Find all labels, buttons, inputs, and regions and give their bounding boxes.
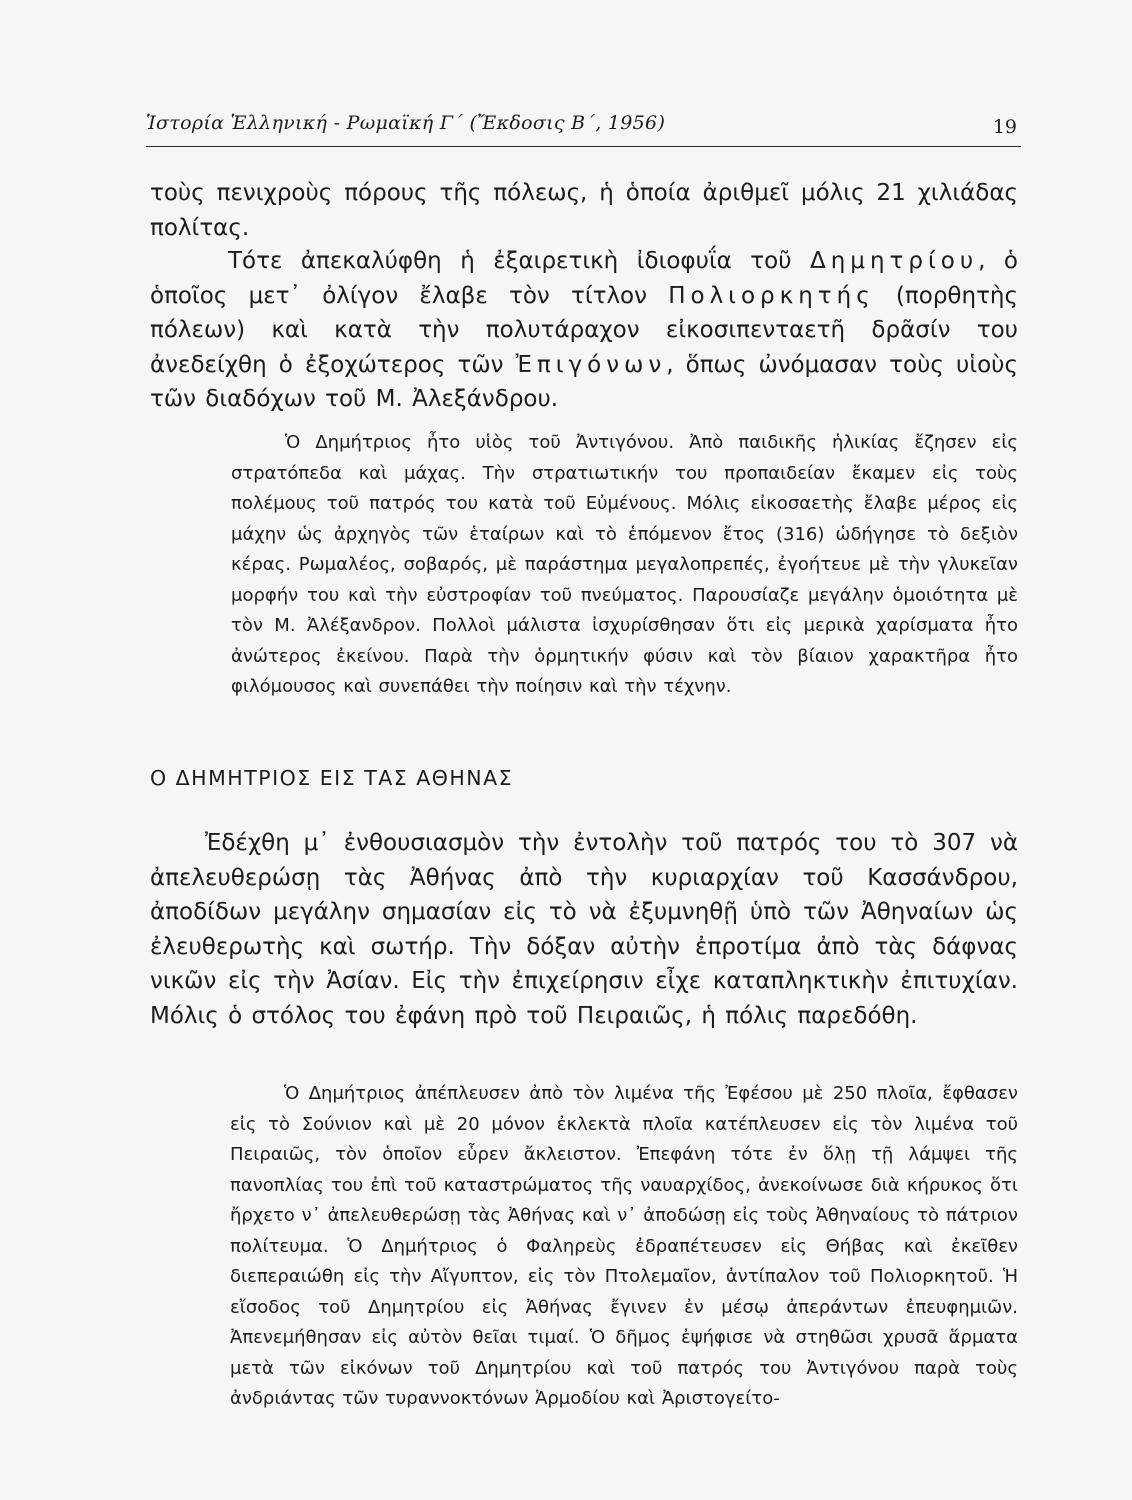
spaced-name-demetrius: Δημητρίου — [810, 248, 979, 274]
spaced-name-epigonoi: Ἐπιγόνων — [515, 351, 667, 378]
paragraph-text-part: Τότε ἀπεκαλύφθη ἡ ἐξαιρετικὴ ἰδιοφυΐα τοῦ — [228, 248, 810, 274]
section-heading: Ο ΔΗΜΗΤΡΙΟΣ ΕΙΣ ΤΑΣ ΑΘΗΝΑΣ — [150, 766, 514, 790]
paragraph-text-part: , ὅπως ὠνόμασαν τοὺς υἱοὺς τῶν διαδόχων τοῦ Μ. Ἀλεξάνδρου. — [150, 351, 1018, 412]
note-paragraph-athens: Ὁ Δημήτριος ἀπέπλευσεν ἀπὸ τὸν λιμένα τῆς Ἐφέσου μὲ 250 πλοῖα, ἔφθασεν εἰς τὸ Σούνιον καὶ μὲ 20 μόνον ἐκλεκτὰ πλοῖα κατέπλευσεν εἰς τὸν λιμένα τοῦ Πειραιῶς, τὸν ὁποῖον εὗρεν ἄκλειστον. Ἐπεφάνη τότε ἐν ὅλῃ τῇ λάμψει τῆς πανοπλίας του ἐπὶ τοῦ καταστρώματος τῆς ναυαρχίδος, ἀνεκοίνωσε διὰ κήρυκος ὅτι ἤρχετο ν᾽ ἀπελευθερώσῃ τὰς Ἀθήνας καὶ ν᾽ ἀποδώσῃ εἰς τοὺς Ἀθηναίους τὸ πάτριον πολίτευμα. Ὁ Δημήτριος ὁ Φαληρεὺς ἐδραπέτευσεν εἰς Θήβας καὶ ἐκεῖθεν διεπεραιώθη εἰς τὴν Αἴγυπτον, εἰς τὸν Πτολεμαῖον, ἀντίπαλον τοῦ Πολιορκητοῦ. Ἡ εἴσοδος τοῦ Δημητρίου εἰς Ἀθήνας ἔγινεν ἐν μέσῳ ἀπεράντων ἐπευφημιῶν. Ἀπενεμήθησαν εἰς αὐτὸν θεῖαι τιμαί. Ὁ δῆμος ἐψήφισε νὰ στηθῶσι χρυσᾶ ἅρματα μετὰ τῶν εἰκόνων τοῦ Δημητρίου καὶ τοῦ πατρός του Ἀντιγόνου παρὰ τοὺς ἀνδριάντας τῶν τυραννοκτόνων Ἁρμοδίου καὶ Ἀριστογείτο- — [230, 1083, 1018, 1409]
paragraph-demetrius-intro — [150, 244, 1018, 417]
note-paragraph-demetrius: Ὁ Δημήτριος ἦτο υἱὸς τοῦ Ἀντιγόνου. Ἀπὸ παιδικῆς ἡλικίας ἔζησεν εἰς στρατόπεδα καὶ μάχας. Τὴν στρατιωτικήν του προπαιδείαν ἔκαμεν εἰς τοὺς πολέμους τοῦ πατρός του κατὰ τοῦ Εὐμένους. Μόλις εἰκοσαετὴς ἔλαβε μέρος εἰς μάχην ὡς ἀρχηγὸς τῶν ἑταίρων καὶ τὸ ἑπόμενον ἔτος (316) ὡδήγησε τὸ δεξιὸν κέρας. Ρωμαλέος, σοβαρός, μὲ παράστημα μεγαλοπρεπές, ἐγοήτευε μὲ τὴν γλυκεῖαν μορφήν του καὶ τὴν εὐστροφίαν τοῦ πνεύματος. Παρουσίαζε μεγάλην ὁμοιότητα μὲ τὸν Μ. Ἀλέξανδρον. Πολλοὶ μάλιστα ἰσχυρίσθησαν ὅτι εἰς μερικὰ χαρίσματα ἦτο ἀνώτερος ἐκείνου. Παρὰ τὴν ὁρμητικήν φύσιν καὶ τὸν βίαιον χαρακτῆρα ἦτο φιλόμουσος καὶ συνεπάθει τὴν ποίησιν καὶ τὴν τέχνην. — [231, 432, 1018, 697]
header-title: Ἱστορία Ἑλληνική - Ρωμαϊκή Γ΄ (Ἔκδοσις Β΄, 1956) — [146, 112, 666, 134]
page-number: 19 — [992, 116, 1017, 138]
spaced-name-poliorketes: Πολιορκητής — [668, 282, 875, 309]
paragraph-continuation: τοὺς πενιχροὺς πόρους τῆς πόλεως, ἡ ὁποία ἀριθμεῖ μόλις 21 χιλιάδας πολίτας. — [150, 180, 1018, 241]
paragraph-athens-liberation: Ἐδέχθη μ᾽ ἐνθουσιασμὸν τὴν ἐντολὴν τοῦ πατρός του τὸ 307 νὰ ἀπελευθερώσῃ τὰς Ἀθήνας ἀπὸ τὴν κυριαρχίαν τοῦ Κασσάνδρου, ἀποδίδων μεγάλην σημασίαν εἰς τὸ νὰ ἐξυμνηθῇ ὑπὸ τῶν Ἀθηναίων ὡς ἐλευθερωτὴς καὶ σωτήρ. Τὴν δόξαν αὐτὴν ἐπροτίμα ἀπὸ τὰς δάφνας νικῶν εἰς τὴν Ἀσίαν. Εἰς τὴν ἐπιχείρησιν εἶχε καταπληκτικὴν ἐπιτυχίαν. Μόλις ὁ στόλος του ἐφάνη πρὸ τοῦ Πειραιῶς, ἡ πόλις παρεδόθη. — [150, 830, 1018, 1029]
paragraph-text-part: , ὁ ὁποῖος μετ᾽ ὀλίγον ἔλαβε τὸν τίτλον — [150, 248, 1018, 309]
paragraph-text-part: (πορθητὴς πόλεων) καὶ κατὰ τὴν πολυτάραχον εἰκοσιπενταετῆ δρᾶσίν του ἀνεδείχθη ὁ ἐξοχώτερος τῶν — [150, 282, 1018, 378]
running-header — [146, 112, 1021, 147]
